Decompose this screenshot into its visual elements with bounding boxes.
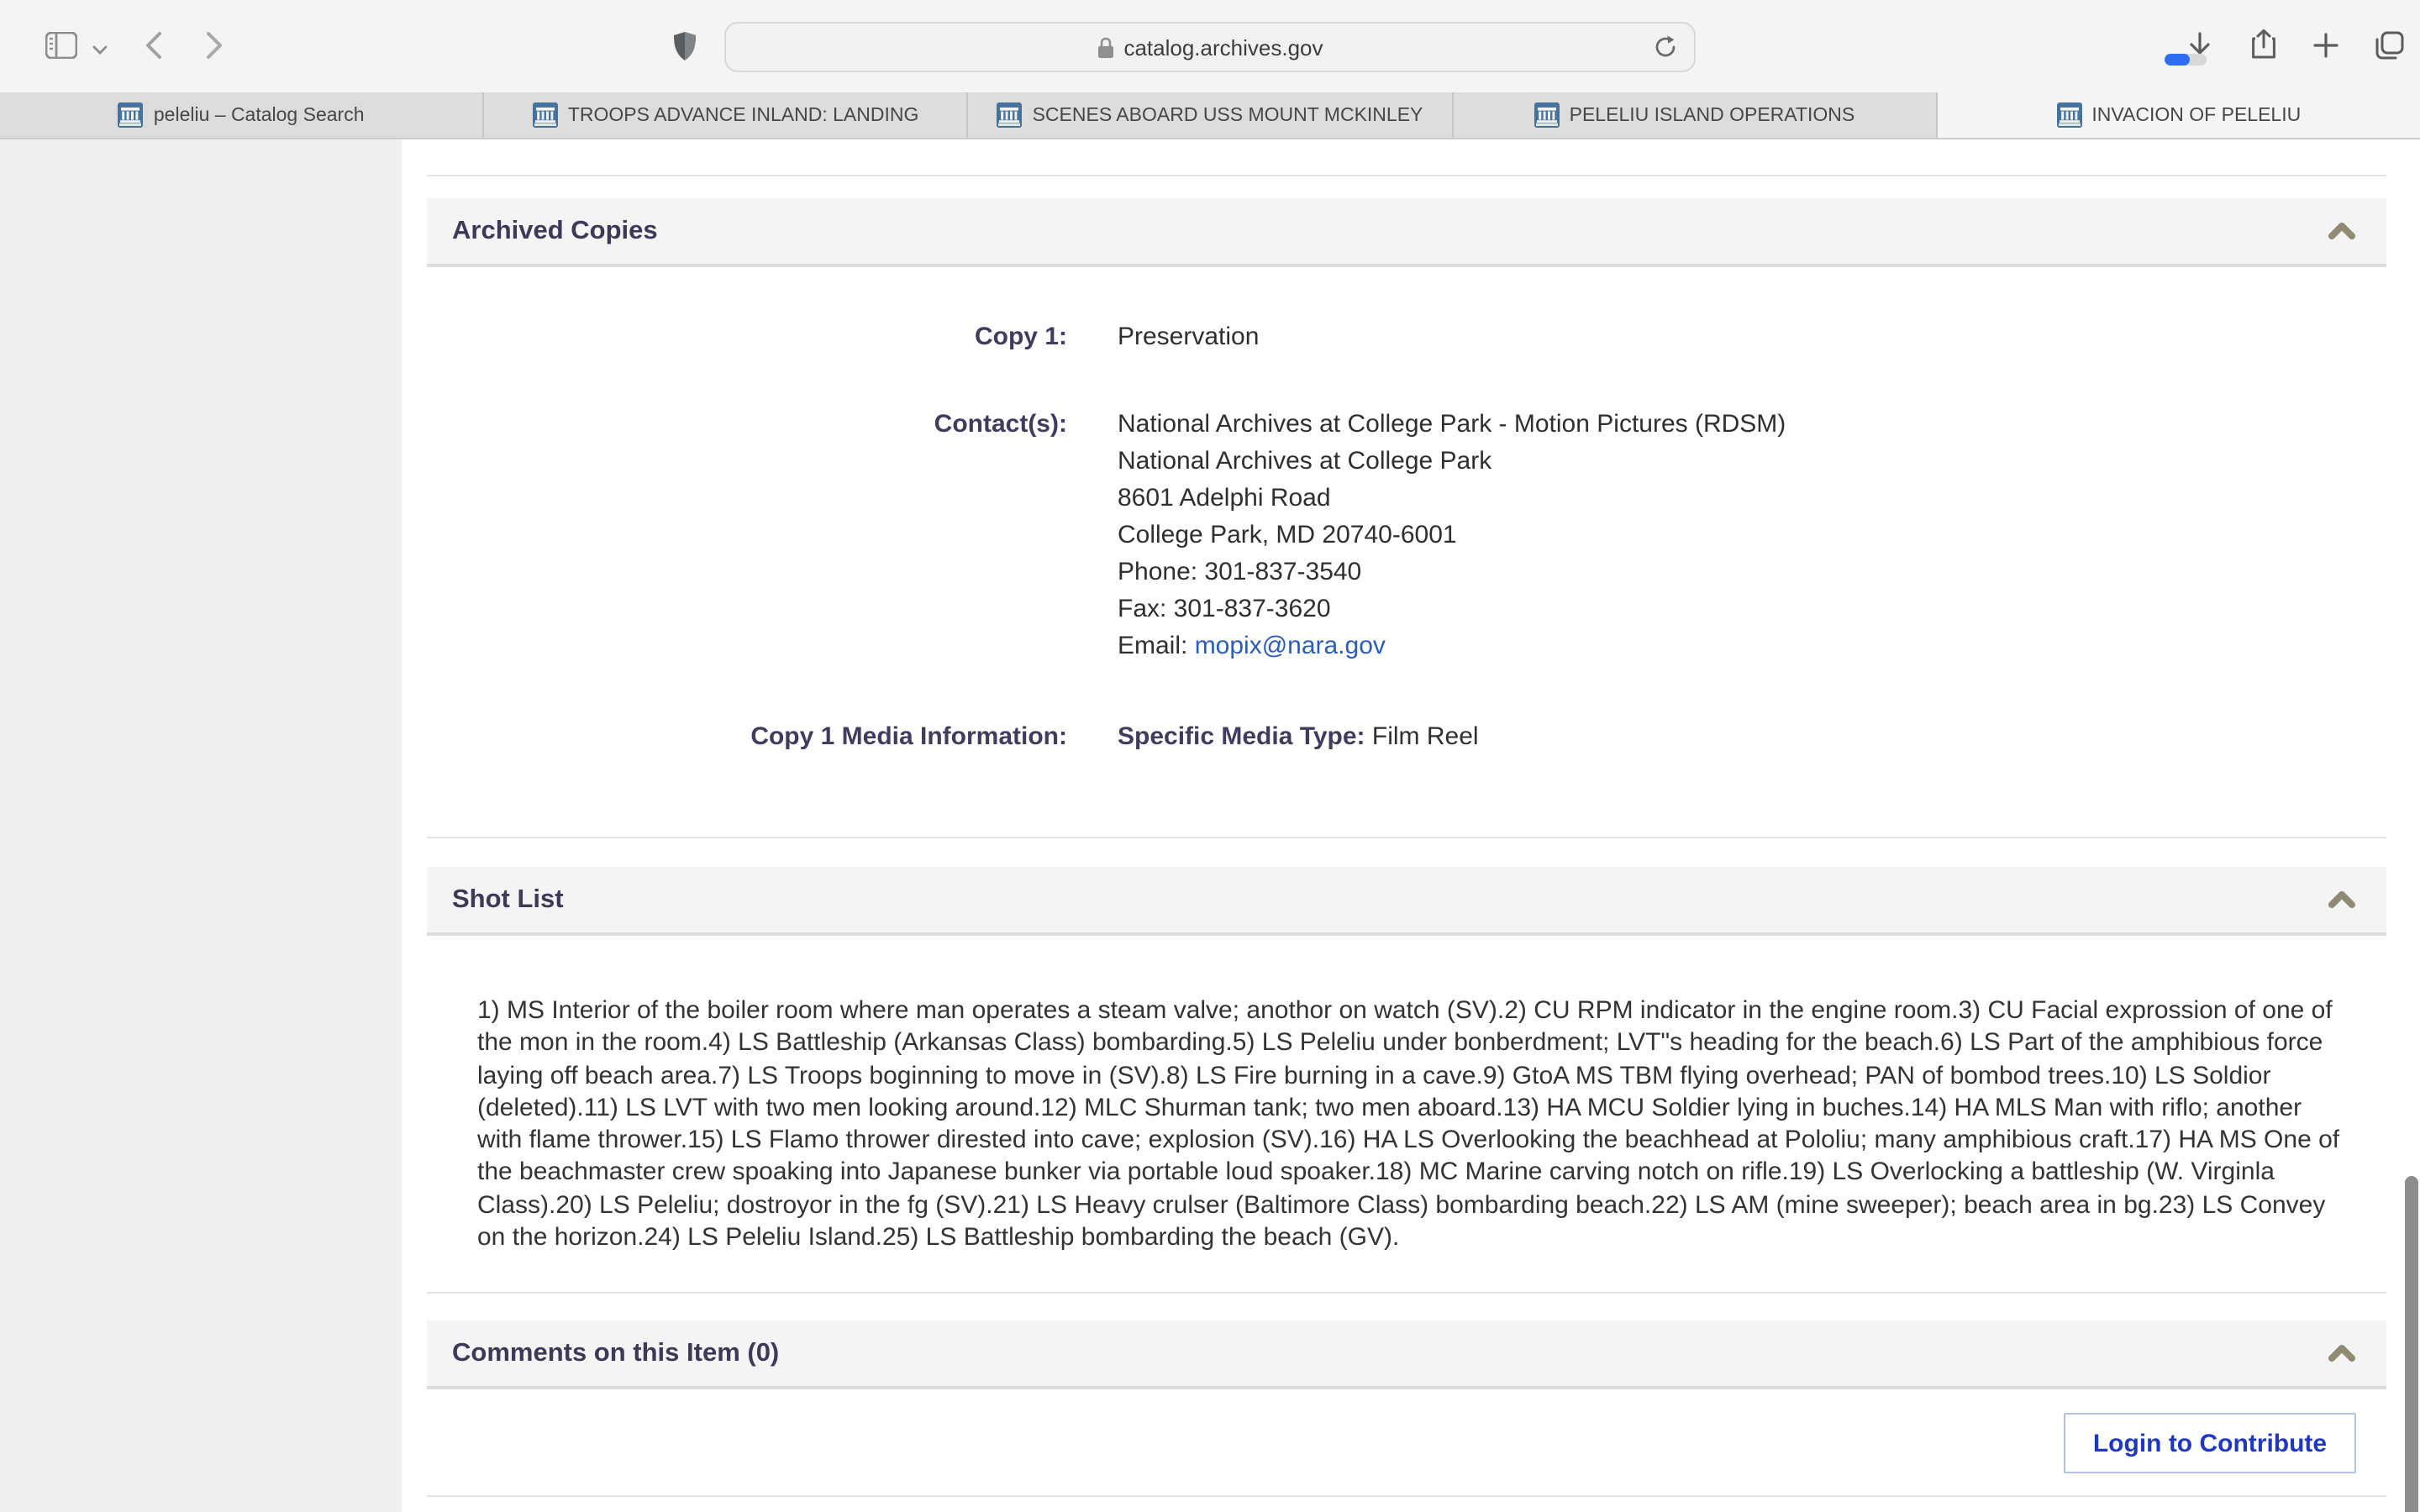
contact-line: College Park, MD 20740-6001 bbox=[1118, 521, 1457, 549]
contacts-value bbox=[1118, 407, 1786, 665]
lock-icon bbox=[1097, 36, 1113, 58]
browser-toolbar bbox=[0, 0, 2420, 92]
contact-line: National Archives at College Park - Motion Pictures (RDSM) bbox=[1118, 410, 1786, 438]
tab-title: PELELIU ISLAND OPERATIONS bbox=[1569, 105, 1855, 125]
back-icon[interactable] bbox=[131, 24, 175, 67]
section-divider bbox=[427, 1292, 2386, 1294]
nara-favicon bbox=[533, 102, 558, 128]
media-type-value: Film Reel bbox=[1371, 722, 1479, 751]
contact-line: Fax: 301-837-3620 bbox=[1118, 595, 1331, 623]
media-info-label: Copy 1 Media Information: bbox=[750, 722, 1067, 751]
nara-favicon bbox=[118, 102, 144, 128]
sidebar-toggle-icon[interactable] bbox=[39, 24, 82, 67]
tab-title: peleliu – Catalog Search bbox=[153, 105, 365, 125]
contact-email-line: Email: mopix@nara.gov bbox=[1118, 632, 1386, 660]
section-divider bbox=[427, 837, 2386, 838]
nara-favicon bbox=[1534, 102, 1560, 128]
media-info-value bbox=[1118, 719, 1479, 756]
shot-list-header bbox=[427, 867, 2386, 936]
tab-scenes-aboard-uss-mount-mckinley[interactable] bbox=[969, 92, 1453, 138]
archived-copies-title: Archived Copies bbox=[452, 216, 658, 244]
email-link[interactable]: mopix@nara.gov bbox=[1194, 632, 1386, 660]
tab-troops-advance-inland[interactable] bbox=[484, 92, 968, 138]
tab-overview-icon[interactable] bbox=[2368, 24, 2412, 67]
copy1-value: Preservation bbox=[1118, 323, 1260, 351]
tab-bar bbox=[0, 92, 2420, 139]
left-panel bbox=[0, 139, 402, 1512]
shot-list-title: Shot List bbox=[452, 885, 564, 913]
section-divider bbox=[427, 1495, 2386, 1497]
vertical-scrollbar[interactable] bbox=[2405, 1176, 2418, 1512]
forward-icon[interactable] bbox=[192, 24, 235, 67]
copy1-label: Copy 1: bbox=[974, 323, 1067, 351]
share-icon[interactable] bbox=[2242, 24, 2286, 67]
nara-favicon bbox=[997, 102, 1023, 128]
tab-title: SCENES ABOARD USS MOUNT MCKINLEY bbox=[1032, 105, 1423, 125]
shot-list-text: 1) MS Interior of the boiler room where man operates a steam valve; anothor on watch (SV).2) CU RPM indicator in the engine room.3) CU Facial exprossion of one of the mon in the room.4) LS Battleship (Arkansas Class) bombarding.5) LS Peleliu under bonberdment; LVT"s heading for the beach.6) LS Part of the amphibious force laying off beach area.7) LS Troops boginning to move in (SV).8) LS Fire burning in a cave.9) GtoA MS TBM flying overhead; PAN of bombod trees.10) LS Soldior (deleted).11) LS LVT with two men looking around.12) MLC Shurman tank; two men aboard.13) HA MCU Soldier lying in buches.14) HA MLS Man with riflo; another with flame thrower.15) LS Flamo thrower dirested into cave; explosion (SV).16) HA LS Overlooking the beachhead at Pololiu; many amphibious craft.17) HA MS One of the beachmaster crew spoaking into Japanese bunker via portable loud spoaker.18) MC Marine carving notch on rifle.19) LS Overlocking a battleship (W. Virginla Class).20) LS Peleliu; dostroyor in the fg (SV).21) LS Heavy crulser (Baltimore Class) bombarding beach.22) LS AM (mine sweeper); beach area in bg.23) LS Convey on the horizon.24) LS Peleliu Island.25) LS Battleship bombarding the beach (GV). bbox=[477, 996, 2340, 1252]
privacy-shield-icon[interactable] bbox=[662, 24, 706, 67]
archived-copies-header bbox=[427, 198, 2386, 267]
media-type-label: Specific Media Type: bbox=[1118, 722, 1365, 751]
address-bar[interactable] bbox=[724, 22, 1696, 72]
download-progress-bar bbox=[2165, 54, 2207, 66]
reload-icon[interactable] bbox=[1654, 34, 1677, 69]
contact-line: Phone: 301-837-3540 bbox=[1118, 558, 1362, 586]
tab-catalog-search[interactable] bbox=[0, 92, 484, 138]
chevron-up-icon[interactable] bbox=[2323, 1337, 2360, 1368]
tab-title: INVACION OF PELELIU bbox=[2091, 105, 2302, 125]
comments-title: Comments on this Item (0) bbox=[452, 1338, 780, 1367]
nara-favicon bbox=[2056, 102, 2081, 128]
contact-line: 8601 Adelphi Road bbox=[1118, 484, 1331, 512]
tab-peleliu-island-operations[interactable] bbox=[1453, 92, 1937, 138]
contact-line: National Archives at College Park bbox=[1118, 447, 1492, 475]
chevron-down-icon[interactable] bbox=[77, 29, 121, 72]
chevron-up-icon[interactable] bbox=[2323, 884, 2360, 914]
contacts-label: Contact(s): bbox=[934, 410, 1067, 438]
comments-header bbox=[427, 1320, 2386, 1389]
chevron-up-icon[interactable] bbox=[2323, 215, 2360, 245]
url-text: catalog.archives.gov bbox=[1123, 34, 1323, 60]
tab-invacion-of-peleliu-active[interactable] bbox=[1938, 92, 2420, 138]
section-divider bbox=[427, 175, 2386, 176]
new-tab-icon[interactable] bbox=[2304, 24, 2348, 67]
login-to-contribute-button[interactable]: Login to Contribute bbox=[2064, 1413, 2356, 1473]
tab-title: TROOPS ADVANCE INLAND: LANDING bbox=[567, 105, 919, 125]
